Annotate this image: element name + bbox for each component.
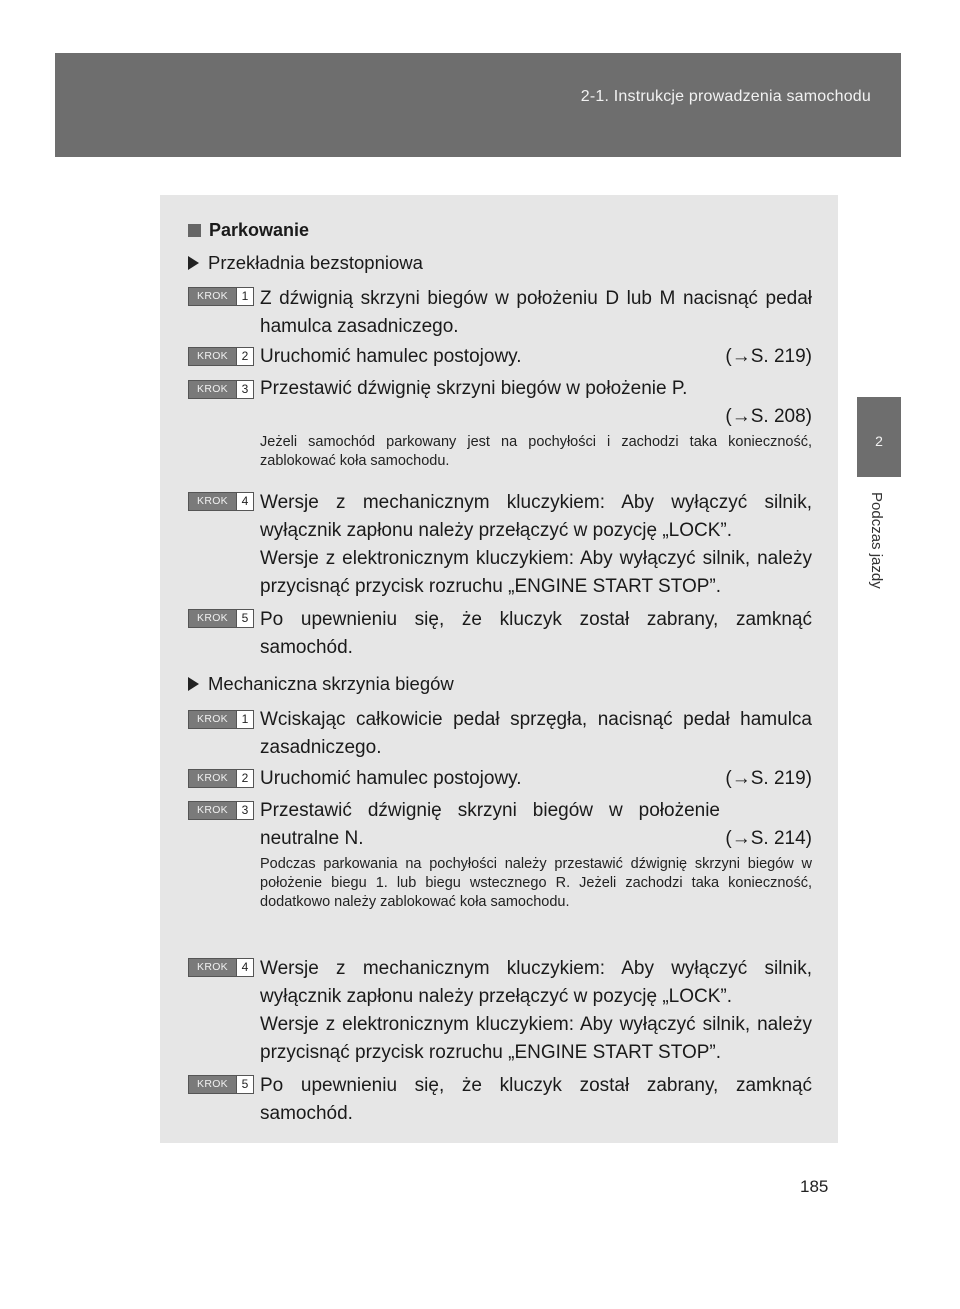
chapter-title: 2-1. Instrukcje prowadzenia samochodu [580, 88, 871, 105]
step-badge [188, 710, 254, 729]
step-badge-number: 2 [236, 348, 253, 365]
step-text: Uruchomić hamulec postojowy. [260, 768, 522, 789]
page-reference: (→S. 219) [725, 346, 812, 367]
content-box [160, 195, 838, 1143]
step-badge [188, 287, 254, 306]
step-badge [188, 801, 254, 820]
step-badge-number: 5 [236, 1076, 253, 1093]
chapter-number: 2 [875, 433, 883, 449]
page-reference: (→S. 208) [725, 406, 812, 427]
step-badge-label: KROK [189, 802, 236, 819]
step-badge-label: KROK [189, 348, 236, 365]
subsection-title: Przekładnia bezstopniowa [208, 252, 423, 273]
triangle-bullet-icon [188, 677, 199, 691]
step-badge [188, 347, 254, 366]
step-badge-label: KROK [189, 959, 236, 976]
step-text: Wersje z mechanicznym kluczykiem: Aby wyłączyć silnik, wyłącznik zapłonu należy przełączyć w pozycję „LOCK”. [260, 492, 812, 541]
step-badge-number: 4 [236, 493, 253, 510]
step-badge [188, 1075, 254, 1094]
step-badge-label: KROK [189, 1076, 236, 1093]
step-badge-label: KROK [189, 288, 236, 305]
step-badge-number: 3 [236, 802, 253, 819]
chapter-label: Podczas jazdy [868, 492, 885, 589]
step-text: Po upewnieniu się, że kluczyk został zabrany, zamknąć samochód. [260, 609, 812, 658]
step-badge-number: 5 [236, 610, 253, 627]
step-text: Z dźwignią skrzyni biegów w położeniu D lub M nacisnąć pedał hamulca zasadniczego. [260, 288, 812, 337]
subsection-title: Mechaniczna skrzynia biegów [208, 673, 454, 694]
subsection-heading [188, 673, 454, 695]
step-text: Uruchomić hamulec postojowy. [260, 346, 522, 367]
section-title: Parkowanie [209, 220, 310, 240]
step-badge-label: KROK [189, 493, 236, 510]
step-badge-number: 3 [236, 381, 253, 398]
step-badge-label: KROK [189, 770, 236, 787]
step-badge-number: 2 [236, 770, 253, 787]
step-badge [188, 492, 254, 511]
step-badge-label: KROK [189, 711, 236, 728]
chapter-tab [857, 397, 901, 477]
step-text: Przestawić dźwignię skrzyni biegów w położenie P. [260, 378, 688, 399]
step-badge-number: 1 [236, 711, 253, 728]
step-badge-number: 1 [236, 288, 253, 305]
square-bullet-icon [188, 224, 201, 237]
step-text: Wersje z elektronicznym kluczykiem: Aby wyłączyć silnik, należy przycisnąć przycisk rozruchu „ENGINE START STOP”. [260, 1014, 812, 1063]
section-heading [188, 220, 309, 241]
page-number: 185 [800, 1177, 829, 1196]
subsection-heading [188, 252, 423, 274]
step-text: Wersje z elektronicznym kluczykiem: Aby wyłączyć silnik, należy przycisnąć przycisk rozruchu „ENGINE START STOP”. [260, 548, 812, 597]
page-header [55, 53, 901, 157]
step-note: Jeżeli samochód parkowany jest na pochyłości i zachodzi taka konieczność, zablokować koła samochodu. [260, 434, 812, 469]
page-reference: (→S. 214) [725, 828, 812, 849]
step-badge [188, 958, 254, 977]
step-text: Wersje z mechanicznym kluczykiem: Aby wyłączyć silnik, wyłącznik zapłonu należy przełączyć w pozycję „LOCK”. [260, 958, 812, 1007]
step-badge-number: 4 [236, 959, 253, 976]
step-badge [188, 380, 254, 399]
step-text: Przestawić dźwignię skrzyni biegów w położenie neutralne N. [260, 800, 720, 849]
step-badge [188, 769, 254, 788]
step-badge-label: KROK [189, 610, 236, 627]
step-badge-label: KROK [189, 381, 236, 398]
step-note: Podczas parkowania na pochyłości należy przestawić dźwignię skrzyni biegów w położenie biegu 1. lub biegu wstecznego R. Jeżeli zachodzi taka konieczność, dodatkowo należy zablokować koła samochodu. [260, 856, 812, 910]
step-badge [188, 609, 254, 628]
step-text: Wciskając całkowicie pedał sprzęgła, nacisnąć pedał hamulca zasadniczego. [260, 709, 812, 758]
page-reference: (→S. 219) [725, 768, 812, 789]
triangle-bullet-icon [188, 256, 199, 270]
step-text: Po upewnieniu się, że kluczyk został zabrany, zamknąć samochód. [260, 1075, 812, 1124]
